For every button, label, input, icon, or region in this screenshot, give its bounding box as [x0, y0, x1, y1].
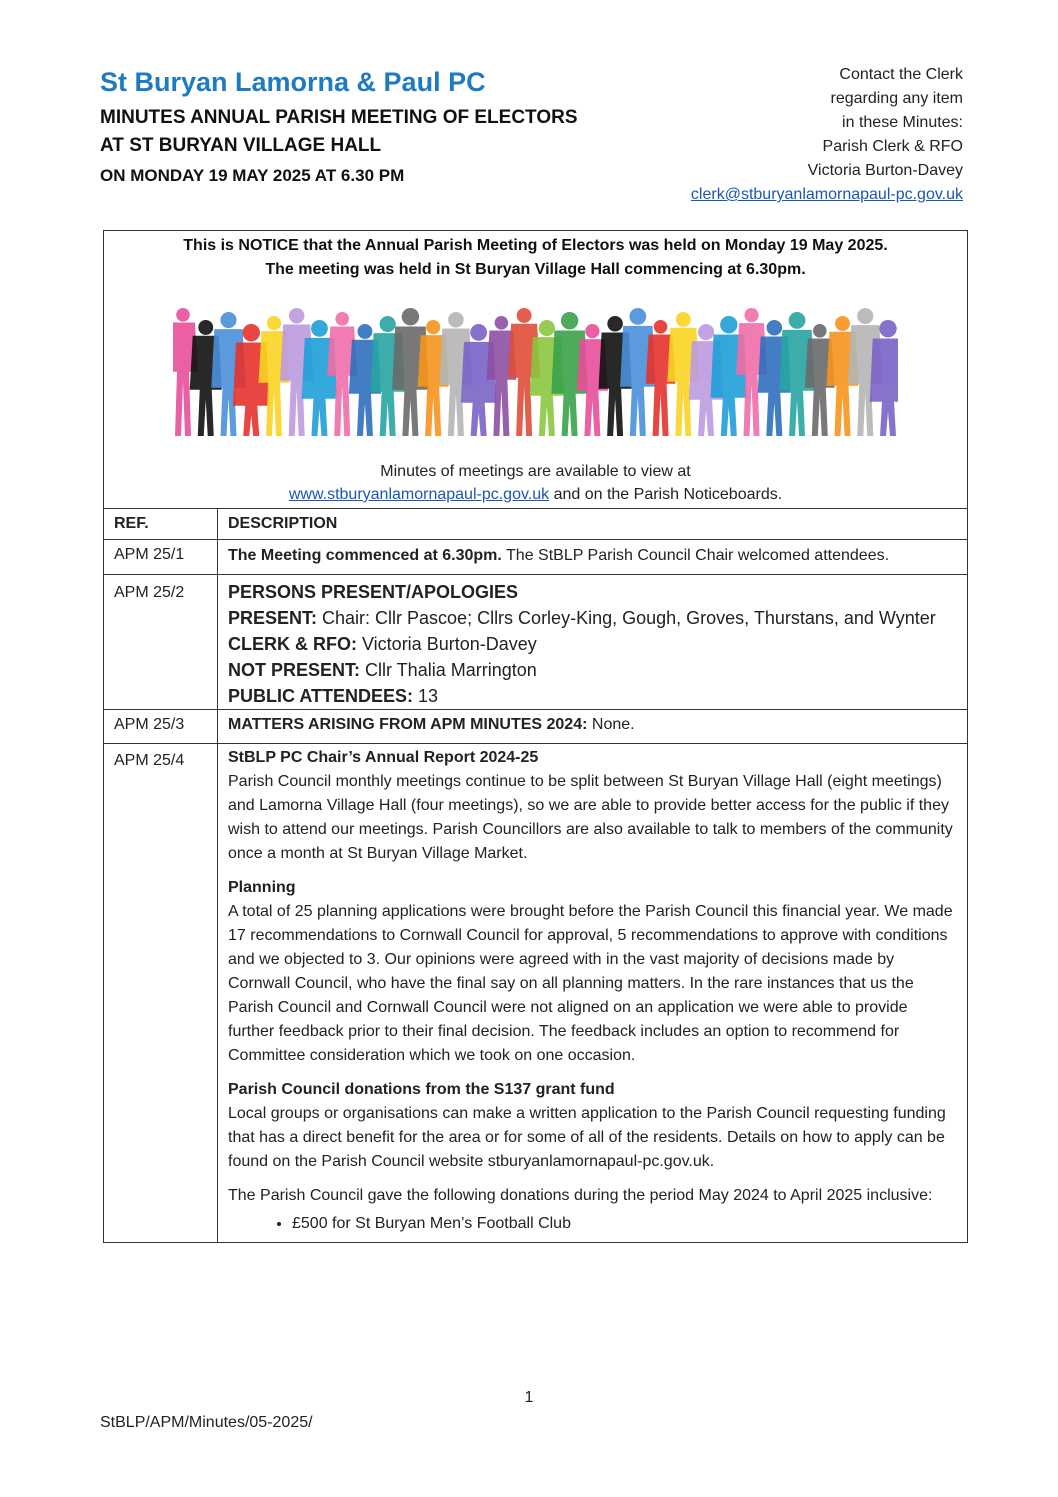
planning-text: A total of 25 planning applications were brought before the Parish Council this financial year. We made 17 recommendations to Cornwall Council for approval, 5 recommendations to approve with conditions and we objected to 3. Our opinions were agreed with in the vast majority of decisions made by Cornwall Council, who have the final say on all planning matters. In the rare instances that us the Parish Council and Cornwall Council were not aligned on an application we were able to provide further feedback prior to their final decision. The feedback includes an option to recommend for Committee consideration which we took on one occasion.	[228, 903, 953, 1064]
meeting-commenced-label: The Meeting commenced at 6.30pm.	[228, 547, 502, 564]
website-link[interactable]: www.stburyanlamornapaul-pc.gov.uk	[288, 486, 550, 503]
page-number: 1	[524, 1389, 534, 1406]
contact-line: Parish Clerk & RFO	[822, 138, 963, 155]
row-ref: APM 25/1	[104, 540, 218, 575]
minutes-frame	[103, 230, 968, 1243]
donations-text: Local groups or organisations can make a written application to the Parish Council requesting funding that has a direct benefit for the area or for some of all of the residents. Details on how to apply can be found on the Parish Council website stburyanlamornapaul-pc.gov.uk.	[228, 1105, 946, 1170]
not-present-label: NOT PRESENT:	[228, 660, 361, 680]
public-attendees-count: 13	[413, 686, 439, 706]
row-ref: APM 25/3	[104, 710, 218, 744]
minutes-availability	[104, 460, 967, 508]
row-description	[218, 710, 968, 744]
row-description	[218, 540, 968, 575]
persons-present-title: PERSONS PRESENT/APOLOGIES	[228, 582, 519, 602]
donations-heading: Parish Council donations from the S137 grant fund	[228, 1081, 615, 1098]
matters-arising-label: MATTERS ARISING FROM APM MINUTES 2024:	[228, 716, 588, 733]
present-label: PRESENT:	[228, 608, 318, 628]
not-present-line	[228, 657, 957, 683]
list-item: • £500 for St Buryan Men’s Football Club	[292, 1212, 957, 1236]
minutes-table	[104, 508, 967, 1242]
description-column-header: DESCRIPTION	[218, 509, 968, 540]
clerk-label: CLERK & RFO:	[228, 634, 357, 654]
ref-column-header: REF.	[104, 509, 218, 540]
clerk-text: Victoria Burton-Davey	[357, 634, 537, 654]
notice-line: The meeting was held in St Buryan Village Hall commencing at 6.30pm.	[265, 261, 806, 278]
annual-report-intro: Parish Council monthly meetings continue to be split between St Buryan Village Hall (eight meetings) and Lamorna Village Hall (four meetings), so we are able to provide better access for the public if they wish to attend our meetings. Parish Councillors are also available to talk to members of the community once a month at St Buryan Village Market.	[228, 773, 953, 862]
not-present-text: Cllr Thalia Marrington	[360, 660, 537, 680]
table-row	[104, 710, 967, 744]
public-attendees-label: PUBLIC ATTENDEES:	[228, 686, 414, 706]
meeting-title: MINUTES ANNUAL PARISH MEETING OF ELECTORS	[100, 107, 578, 128]
table-row	[104, 575, 967, 710]
contact-line: Contact the Clerk	[839, 66, 963, 83]
row-ref: APM 25/2	[104, 575, 218, 710]
table-row	[104, 540, 967, 575]
availability-suffix: and on the Parish Noticeboards.	[549, 486, 783, 503]
crowd-illustration	[173, 296, 898, 444]
notice-line: This is NOTICE that the Annual Parish Meeting of Electors was held on Monday 19 May 2025.	[183, 237, 888, 254]
present-text: Chair: Cllr Pascoe; Cllrs Corley-King, Gough, Groves, Thurstans, and Wynter	[317, 608, 936, 628]
document-reference: StBLP/APM/Minutes/05-2025/	[100, 1414, 313, 1431]
planning-heading: Planning	[228, 879, 296, 896]
matters-arising-text: None.	[587, 716, 635, 733]
meeting-venue: AT ST BURYAN VILLAGE HALL	[100, 135, 382, 156]
clerk-email-link[interactable]: clerk@stburyanlamornapaul-pc.gov.uk	[690, 186, 963, 203]
notice-block	[104, 231, 967, 282]
contact-line: regarding any item	[830, 90, 963, 107]
donations-period-text: The Parish Council gave the following donations during the period May 2024 to April 2025 inclusive:	[228, 1187, 933, 1204]
organisation-name: St Buryan Lamorna & Paul PC	[100, 67, 486, 97]
annual-report-title: StBLP PC Chair’s Annual Report 2024-25	[228, 749, 539, 766]
clerk-name: Victoria Burton-Davey	[807, 162, 963, 179]
document-header	[100, 66, 578, 190]
table-header-row	[104, 509, 967, 540]
present-line	[228, 605, 957, 631]
donations-list	[228, 1212, 957, 1236]
meeting-date: ON MONDAY 19 MAY 2025 AT 6.30 PM	[100, 166, 405, 185]
table-row	[104, 744, 967, 1243]
public-attendees-line	[228, 683, 957, 709]
row-description	[218, 744, 968, 1243]
contact-line: in these Minutes:	[842, 114, 963, 131]
clerk-line	[228, 631, 957, 657]
row-description	[218, 575, 968, 710]
row-ref: APM 25/4	[104, 744, 218, 1243]
clerk-contact	[691, 63, 963, 207]
meeting-commenced-text: The StBLP Parish Council Chair welcomed attendees.	[501, 547, 890, 564]
availability-line: Minutes of meetings are available to view at	[380, 463, 691, 480]
